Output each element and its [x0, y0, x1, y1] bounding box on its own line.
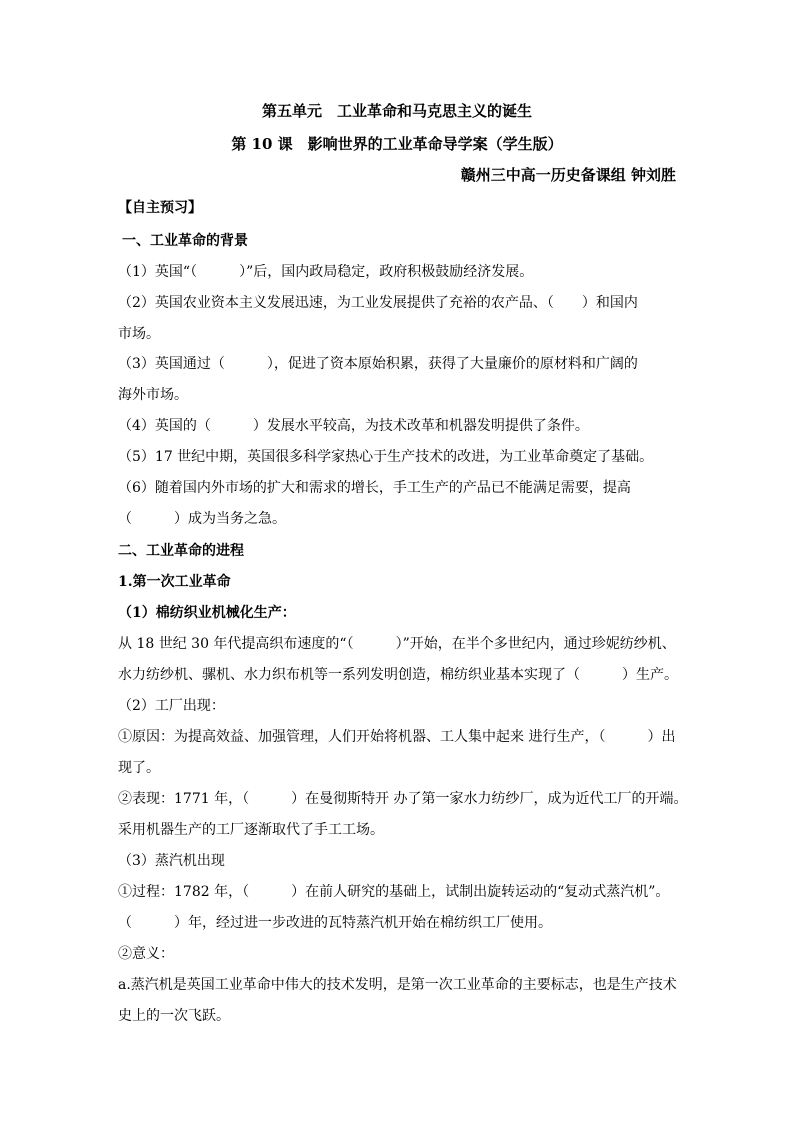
bg-item-6a: （6）随着国内外市场的扩大和需求的增长，手工生产的产品已不能满足需要，提高	[118, 480, 631, 496]
cotton-text-a: 从 18 世纪 30 年代提高织布速度的“（ ）”开始，在半个多世纪内，通过珍妮纺纱机、	[118, 636, 676, 652]
bg-item-2a: （2）英国农业资本主义发展迅速，为工业发展提供了充裕的农产品、（ ）和国内	[118, 295, 638, 311]
bg-item-4: （4）英国的（ ）发展水平较高，为技术改革和机器发明提供了条件。	[118, 418, 589, 434]
steam-meaning-a: a.蒸汽机是英国工业革命中伟大的技术发明，是第一次工业革命的主要标志，也是生产技术	[118, 977, 677, 993]
unit-title: 第五单元 工业革命和马克思主义的诞生	[261, 102, 532, 120]
bg-item-3b: 海外市场。	[118, 387, 188, 403]
preview-heading: 【自主预习】	[118, 200, 202, 216]
steam-process-b: （ ）年，经过进一步改进的瓦特蒸汽机开始在棉纺织工厂使用。	[118, 915, 552, 931]
factory-show-a: ②表现：1771 年，（ ）在曼彻斯特开 办了第一家水力纺纱厂，成为近代工厂的开端。	[118, 791, 688, 807]
bg-item-3a: （3）英国通过（ ），促进了资本原始积累，获得了大量廉价的原材料和广阔的	[118, 356, 638, 372]
steam-process-a: ①过程：1782 年，（ ）在前人研究的基础上，试制出旋转运动的“复动式蒸汽机”。	[118, 884, 670, 900]
first-revolution-heading: 1.第一次工业革命	[118, 574, 231, 590]
factory-show-b: 采用机器生产的工厂逐渐取代了手工工场。	[118, 822, 384, 838]
background-heading: 一、工业革命的背景	[122, 233, 248, 249]
bg-item-5: （5）17 世纪中期，英国很多科学家热心于生产技术的改进，为工业革命奠定了基础。	[118, 449, 654, 465]
bg-item-1: （1）英国“（ ）”后，国内政局稳定，政府积极鼓励经济发展。	[118, 264, 534, 280]
bg-item-6b: （ ）成为当务之急。	[118, 511, 286, 527]
cotton-text-b: 水力纺纱机、骡机、水力织布机等一系列发明创造，棉纺织业基本实现了（ ）生产。	[118, 667, 678, 683]
process-heading: 二、工业革命的进程	[118, 543, 244, 559]
cotton-heading: （1）棉纺织业机械化生产：	[118, 605, 296, 621]
steam-meaning-b: 史上的一次飞跃。	[118, 1008, 230, 1024]
factory-cause-b: 现了。	[118, 760, 160, 776]
lesson-title: 第 10 课 影响世界的工业革命导学案（学生版）	[231, 135, 563, 153]
bg-item-2b: 市场。	[118, 326, 160, 342]
steam-meaning-heading: ②意义：	[118, 946, 174, 962]
author-line: 赣州三中高一历史备课组 钟刘胜	[460, 166, 676, 184]
steam-heading: （3）蒸汽机出现	[118, 853, 225, 869]
factory-cause-a: ①原因：为提高效益、加强管理，人们开始将机器、工人集中起来 进行生产，（ ）出	[118, 729, 676, 745]
factory-heading: （2）工厂出现：	[118, 698, 225, 714]
